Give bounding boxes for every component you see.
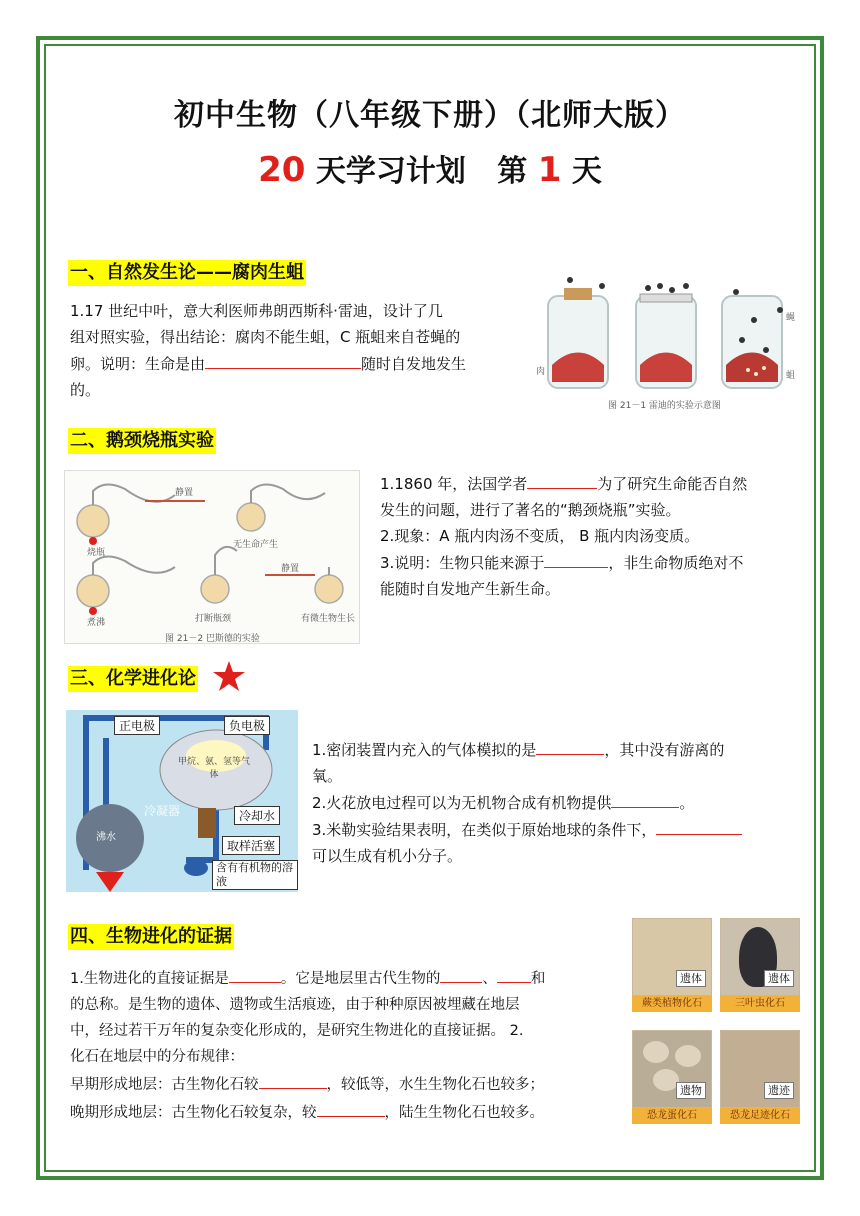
answer-blank[interactable]	[497, 964, 531, 983]
pasteur-experiment-image	[64, 470, 360, 644]
img-label: 打断瓶颈	[195, 614, 232, 624]
img-label: 烧瓶	[87, 548, 106, 558]
section-4-heading: 四、生物进化的证据	[68, 924, 234, 950]
img-label: 无生命产生	[233, 540, 279, 550]
answer-blank[interactable]	[544, 549, 608, 568]
meat-label: 肉	[536, 367, 546, 377]
section-4-text: 1.生物进化的直接证据是 。它是地层里古代生物的 、 和 的总称。是生物的遗体、遗物或生活痕迹，由于种种原因被埋藏在地层 中，经过若干万年的复杂变化形成的，是研究生物进化的直接证据。 2. 化石在地层中的分布规律： 早期形成地层：古生物化石较 ，较低等，水生生物化石也较多； 晚期形成地层：古生物化石较复杂，较 ，陆生生物化石也较多。	[70, 964, 626, 1126]
answer-blank[interactable]	[205, 350, 361, 369]
fossil-label: 蕨类植物化石	[632, 996, 712, 1012]
gas-label: 甲烷、氨、氢等气体	[177, 757, 250, 780]
plan-text: 天学习计划	[315, 154, 466, 189]
fossil-tag: 遗体	[764, 970, 794, 987]
section-2-heading: 二、鹅颈烧瓶实验	[68, 428, 216, 454]
solution-label: 含有有机物的溶液	[212, 860, 298, 890]
figure-caption-2: 图 21－2 巴斯德的实验	[165, 634, 260, 644]
fossil-label: 恐龙蛋化石	[632, 1108, 712, 1124]
fossil-tag: 遗体	[676, 970, 706, 987]
fossil-fern	[632, 918, 712, 1014]
positive-electrode-label: 正电极	[114, 716, 160, 735]
day-number: 1	[537, 150, 562, 190]
img-label: 静置	[175, 488, 194, 498]
tian-text: 天	[571, 154, 602, 189]
star-icon	[212, 660, 246, 694]
section-2-text: 1.1860 年，法国学者 为了研究生命能否自然 发生的问题，进行了著名的“鹅颈烧瓶”实验。 2.现象：A 瓶内肉汤不变质， B 瓶内肉汤变质。 3.说明：生物只能来源于 ，非生命物质绝对不 能随时自发地产生新生命。	[380, 470, 800, 602]
page-title: 初中生物（八年级下册）（北师大版）	[174, 98, 686, 133]
fossil-tag: 遗迹	[764, 1082, 794, 1099]
section-1-heading: 一、自然发生论——腐肉生蛆	[68, 260, 306, 286]
section-3-text: 1.密闭装置内充入的气体模拟的是 ，其中没有游离的 氧。 2.火花放电过程可以为无机物合成有机物提供 。 3.米勒实验结果表明，在类似于原始地球的条件下， 可以生成有机小分子。	[312, 736, 802, 869]
img-label: 煮沸	[87, 618, 106, 628]
coolant-label: 冷却水	[234, 806, 280, 825]
fossil-dino-egg	[632, 1030, 712, 1126]
answer-blank[interactable]	[527, 470, 597, 489]
answer-blank[interactable]	[440, 964, 482, 983]
answer-blank[interactable]	[229, 964, 281, 983]
stopcock-label: 取样活塞	[222, 836, 280, 855]
plan-subtitle	[0, 146, 860, 190]
answer-blank[interactable]	[259, 1070, 327, 1089]
fossil-tag: 遗物	[676, 1082, 706, 1099]
answer-blank[interactable]	[536, 736, 604, 755]
negative-electrode-label: 负电极	[224, 716, 270, 735]
answer-blank[interactable]	[317, 1098, 385, 1117]
condenser-label: 冷凝器	[144, 804, 181, 818]
answer-blank[interactable]	[611, 789, 679, 808]
img-label: 有微生物生长	[301, 614, 356, 624]
answer-blank[interactable]	[656, 816, 742, 835]
section-1-text: 1.17 世纪中叶，意大利医师弗朗西斯科·雷迪，设计了几 组对照实验，得出结论：腐肉不能生蛆，C 瓶蛆来自苍蝇的 卵。说明：生命是由 随时自发地发生 的。	[70, 302, 467, 399]
figure-caption-1: 图 21－1 雷迪的实验示意图	[608, 401, 721, 411]
days-number: 20	[258, 150, 306, 190]
img-label: 静置	[281, 564, 300, 574]
di-text: 第	[497, 154, 528, 189]
fossil-trilobite	[720, 918, 800, 1014]
maggot-label: 蛆	[786, 371, 796, 381]
fossil-label: 恐龙足迹化石	[720, 1108, 800, 1124]
miller-apparatus-image	[66, 710, 298, 892]
boiling-water-label: 沸水	[96, 832, 116, 843]
fly-label: 蝇	[786, 313, 796, 323]
section-3-heading: 三、化学进化论	[68, 666, 198, 692]
fossil-label: 三叶虫化石	[720, 996, 800, 1012]
fossil-dino-footprint	[720, 1030, 800, 1126]
redi-experiment-image	[536, 270, 794, 410]
